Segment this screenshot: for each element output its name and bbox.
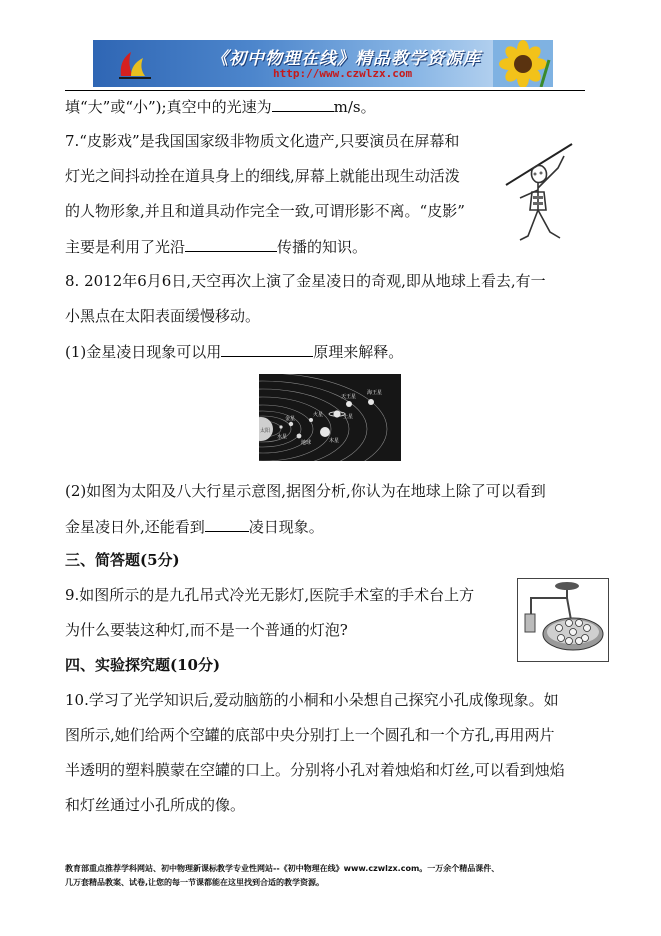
q7-line-1: 7.“皮影戏”是我国国家级非物质文化遗产,只要演员在屏幕和 xyxy=(65,132,460,150)
label-earth: 地球 xyxy=(301,440,312,446)
q10-line-4: 和灯丝通过小孔所成的像。 xyxy=(65,796,246,814)
answer-blank[interactable] xyxy=(185,236,277,252)
label-neptune: 海王星 xyxy=(367,390,383,396)
header-rule xyxy=(65,90,585,91)
text-segment: 传播的知识。 xyxy=(277,238,368,256)
sunflower-icon xyxy=(493,40,553,87)
line-q6-end xyxy=(65,96,376,117)
label-sun: 太阳 xyxy=(260,428,271,434)
q8-line-2: 小黑点在太阳表面缓慢移动。 xyxy=(65,307,261,325)
text-segment: 凌日现象。 xyxy=(248,518,324,536)
q10-line-3: 半透明的塑料膜蒙在空罐的口上。分别将小孔对着烛焰和灯丝,可以看到烛焰 xyxy=(65,761,565,779)
section-3-heading: 三、简答题(5分) xyxy=(65,551,180,569)
label-mars: 火星 xyxy=(313,412,324,418)
text-segment: 填“大”或“小”);真空中的光速为 xyxy=(65,98,272,116)
text-segment: (1)金星凌日现象可以用 xyxy=(65,343,222,361)
q7-line-3: 的人物形象,并且和道具动作完全一致,可谓形影不离。“皮影” xyxy=(65,202,465,220)
footer-line-1: 教育部重点推荐学科网站、初中物理新课标教学专业性网站--《初中物理在线》www.czwlzx.com。一万余个精品课件、 xyxy=(65,864,500,873)
q9-line-1: 9.如图所示的是九孔吊式冷光无影灯,医院手术室的手术台上方 xyxy=(65,586,475,604)
banner-url[interactable]: http://www.czwlzx.com xyxy=(273,67,413,80)
surgical-lamp-figure xyxy=(517,578,609,662)
answer-blank[interactable] xyxy=(221,341,313,357)
text-segment: 原理来解释。 xyxy=(313,343,404,361)
solar-system-diagram xyxy=(259,374,401,461)
label-saturn: 土星 xyxy=(343,414,354,420)
text-segment: 金星凌日外,还能看到 xyxy=(65,518,205,536)
text-segment: m/s。 xyxy=(333,98,376,116)
label-jupiter: 木星 xyxy=(329,438,340,444)
header-banner xyxy=(93,40,553,87)
banner-title: 《初中物理在线》精品教学资源库 xyxy=(211,49,481,69)
q7-line-4 xyxy=(65,236,367,257)
label-venus: 金星 xyxy=(285,416,296,422)
label-mercury: 水星 xyxy=(277,434,288,440)
section-4-heading: 四、实验探究题(10分) xyxy=(65,656,221,674)
q8-line-5 xyxy=(65,516,324,537)
site-logo-icon xyxy=(115,46,155,82)
q8-line-4: (2)如图为太阳及八大行星示意图,据图分析,你认为在地球上除了可以看到 xyxy=(65,482,546,500)
label-uranus: 天王星 xyxy=(341,394,357,400)
q9-line-2: 为什么要装这种灯,而不是一个普通的灯泡? xyxy=(65,621,348,639)
q10-line-1: 10.学习了光学知识后,爱动脑筋的小桐和小朵想自己探究小孔成像现象。如 xyxy=(65,691,559,709)
shadow-puppet-figure xyxy=(502,140,574,245)
q8-line-1: 8. 2012年6月6日,天空再次上演了金星凌日的奇观,即从地球上看去,有一 xyxy=(65,272,546,290)
q10-line-2: 图所示,她们给两个空罐的底部中央分别打上一个圆孔和一个方孔,再用两片 xyxy=(65,726,555,744)
answer-blank[interactable] xyxy=(205,516,249,532)
page-footer xyxy=(65,862,605,890)
footer-line-2: 几万套精品教案、试卷,让您的每一节课都能在这里找到合适的教学资源。 xyxy=(65,878,325,887)
text-segment: 主要是利用了光沿 xyxy=(65,238,186,256)
answer-blank[interactable] xyxy=(272,96,334,112)
q8-line-3 xyxy=(65,341,403,362)
q7-line-2: 灯光之间抖动拴在道具身上的细线,屏幕上就能出现生动活泼 xyxy=(65,167,460,185)
